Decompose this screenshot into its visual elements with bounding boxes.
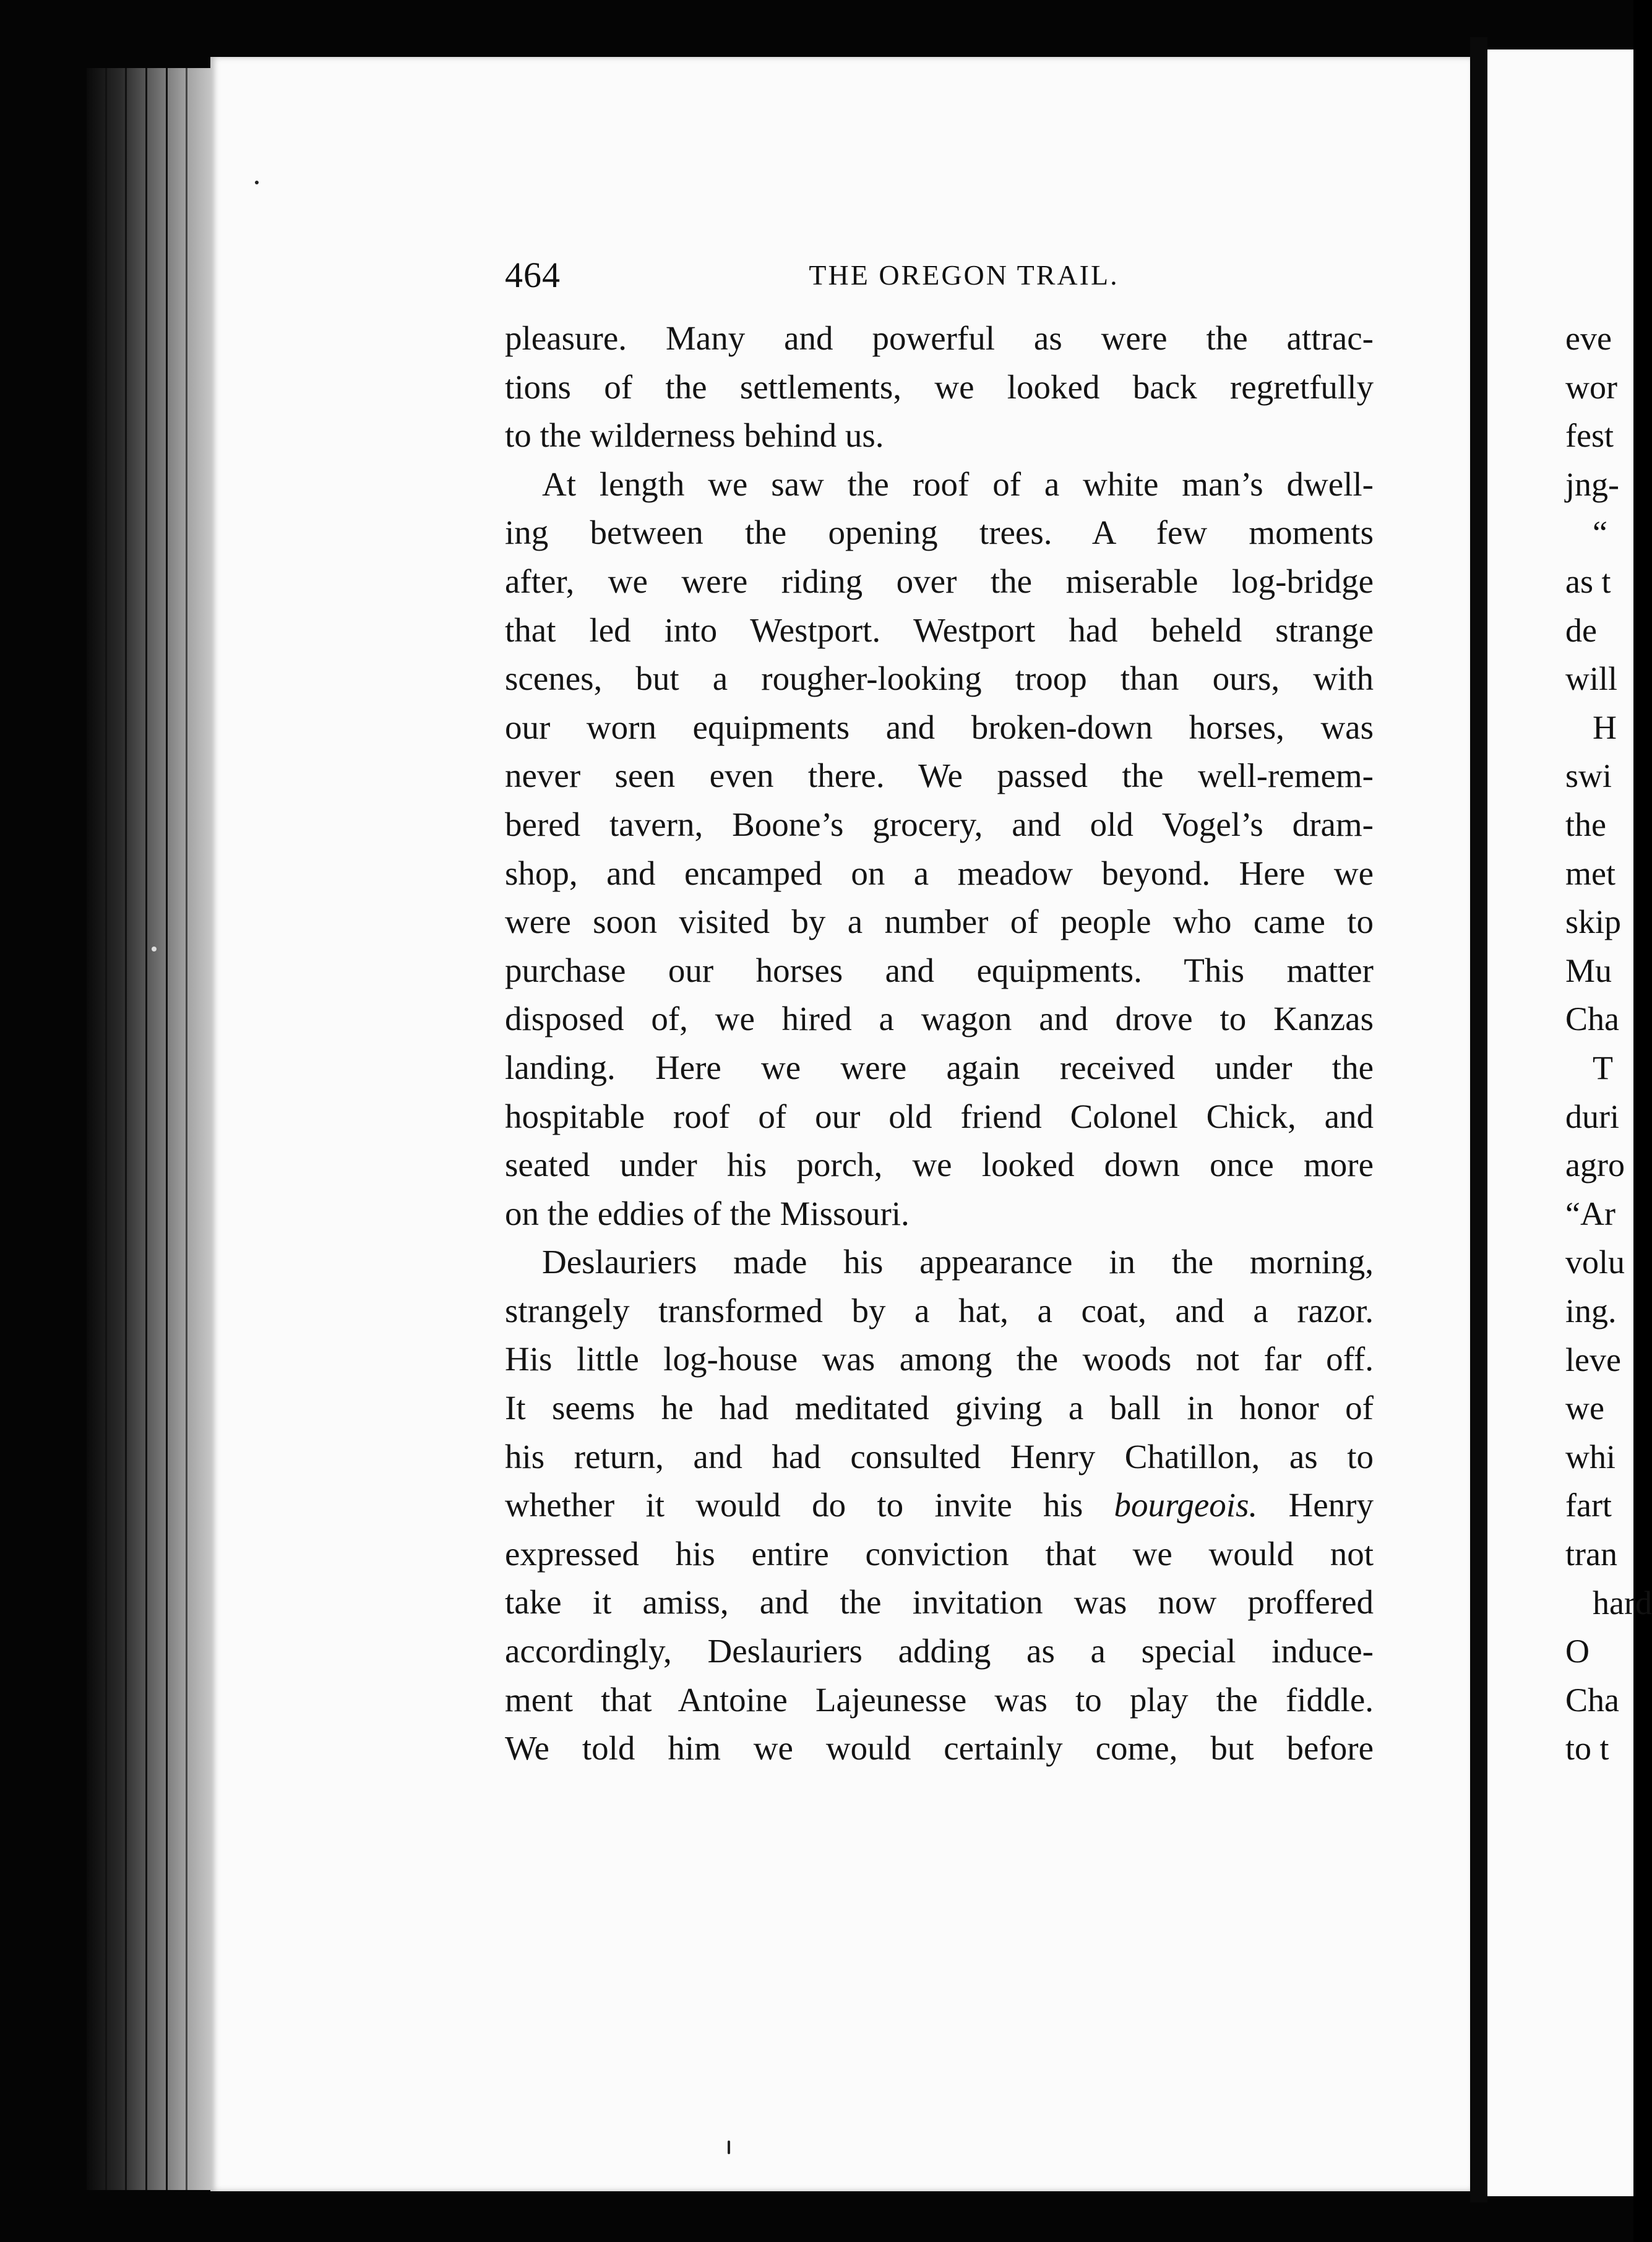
facing-page-fragment: as t	[1565, 563, 1611, 600]
italic-word: bourgeois.	[1114, 1486, 1258, 1524]
text-line: strangely transformed by a hat, a coat, and a razor.	[505, 1291, 1374, 1329]
text-line: take it amiss, and the invitation was now proffered	[505, 1583, 1374, 1621]
facing-page-fragment: leve	[1565, 1341, 1621, 1378]
text-line: Deslauriers made his appearance in the morning,	[542, 1243, 1374, 1281]
text-line: seated under his porch, we looked down once more	[505, 1146, 1374, 1184]
ink-speck	[255, 181, 259, 184]
text-line: tions of the settlements, we looked back regretfully	[505, 367, 1374, 406]
facing-page-fragment: O	[1565, 1633, 1590, 1670]
text-line: after, we were riding over the miserable log-bridge	[505, 562, 1374, 600]
facing-page-fragment: the	[1565, 806, 1606, 843]
facing-page-fragment: swi	[1565, 757, 1612, 795]
facing-page-fragment: “	[1593, 514, 1607, 552]
text-line: shop, and encamped on a meadow beyond. Here we	[505, 854, 1374, 892]
facing-page-fragment: fart	[1565, 1487, 1612, 1524]
ink-speck	[728, 2141, 730, 2154]
facing-page-fragment: eve	[1565, 320, 1612, 357]
text-line: that led into Westport. Westport had beheld strange	[505, 611, 1374, 649]
text-line: were soon visited by a number of people who came to	[505, 903, 1374, 941]
facing-page-fragment: “Ar	[1565, 1195, 1615, 1232]
text-line: bered tavern, Boone’s grocery, and old Vogel’s dram-	[505, 805, 1374, 843]
text-line: ing between the opening trees. A few moments	[505, 513, 1374, 552]
ink-speck	[152, 947, 157, 951]
book-gutter	[1470, 37, 1487, 2202]
facing-page-fragment: met	[1565, 854, 1615, 892]
facing-page-fragment: tran	[1565, 1535, 1617, 1573]
facing-page-fragment: fest	[1565, 417, 1614, 455]
facing-page-fragment: will	[1565, 660, 1618, 698]
text-segment: whether it would do to invite his	[505, 1486, 1114, 1524]
running-head	[505, 254, 1374, 297]
page-number: 464	[505, 255, 561, 295]
paragraph-1	[505, 314, 1374, 460]
text-line: never seen even there. We passed the well-remem-	[505, 757, 1374, 795]
facing-page-fragment: Mu	[1565, 951, 1612, 989]
facing-page-fragment: jng-	[1565, 465, 1619, 503]
text-line: We told him we would certainly come, but before	[505, 1729, 1374, 1767]
text-line: his return, and had consulted Henry Chatillon, as to	[505, 1437, 1374, 1475]
facing-page-fragment: duri	[1565, 1097, 1619, 1135]
text-line: on the eddies of the Missouri.	[505, 1194, 910, 1232]
text-line: At length we saw the roof of a white man’s dwell-	[542, 465, 1374, 503]
text-line: hospitable roof of our old friend Colonel Chick, and	[505, 1097, 1374, 1135]
text-line: It seems he had meditated giving a ball in honor of	[505, 1389, 1374, 1427]
facing-page-fragment: Cha	[1565, 1000, 1619, 1038]
text-segment: Henry	[1257, 1486, 1374, 1524]
paragraph-3	[505, 1238, 1374, 1773]
text-line-with-italic	[505, 1481, 1374, 1530]
body-text	[505, 314, 1374, 1773]
facing-page	[1487, 49, 1652, 2196]
text-line: His little log-house was among the woods not far off.	[505, 1340, 1374, 1378]
text-line: purchase our horses and equipments. This matter	[505, 951, 1374, 989]
running-title: THE OREGON TRAIL.	[809, 259, 1119, 291]
text-line: our worn equipments and broken-down horses, was	[505, 708, 1374, 746]
facing-page-fragment: to t	[1565, 1730, 1609, 1767]
facing-page-fragment: skip	[1565, 903, 1622, 941]
facing-page-fragment: we	[1565, 1389, 1604, 1427]
text-line: accordingly, Deslauriers adding as a special induce-	[505, 1632, 1374, 1670]
book-page-edges	[87, 68, 223, 2190]
facing-page-fragment: agro	[1565, 1146, 1625, 1184]
text-line: scenes, but a rougher-looking troop than ours, with	[505, 659, 1374, 698]
text-line: landing. Here we were again received under the	[505, 1048, 1374, 1086]
paragraph-2	[505, 460, 1374, 1239]
facing-page-fragment: whi	[1565, 1438, 1615, 1475]
facing-page-fragment: volu	[1565, 1243, 1625, 1281]
text-line: pleasure. Many and powerful as were the attrac-	[505, 319, 1374, 357]
facing-page-fragment: Cha	[1565, 1681, 1619, 1719]
facing-page-fragment: hard	[1593, 1584, 1652, 1621]
facing-page-fragment: H	[1593, 708, 1617, 746]
facing-page-fragment: T	[1593, 1049, 1613, 1086]
text-line: ment that Antoine Lajeunesse was to play the fiddle.	[505, 1680, 1374, 1719]
facing-page-fragment: de	[1565, 611, 1597, 649]
facing-page-fragment: wor	[1565, 368, 1617, 406]
facing-page-fragment: ing.	[1565, 1292, 1617, 1329]
text-line: to the wilderness behind us.	[505, 416, 884, 455]
text-line: disposed of, we hired a wagon and drove to Kanzas	[505, 1000, 1374, 1038]
text-line: expressed his entire conviction that we would not	[505, 1534, 1374, 1573]
